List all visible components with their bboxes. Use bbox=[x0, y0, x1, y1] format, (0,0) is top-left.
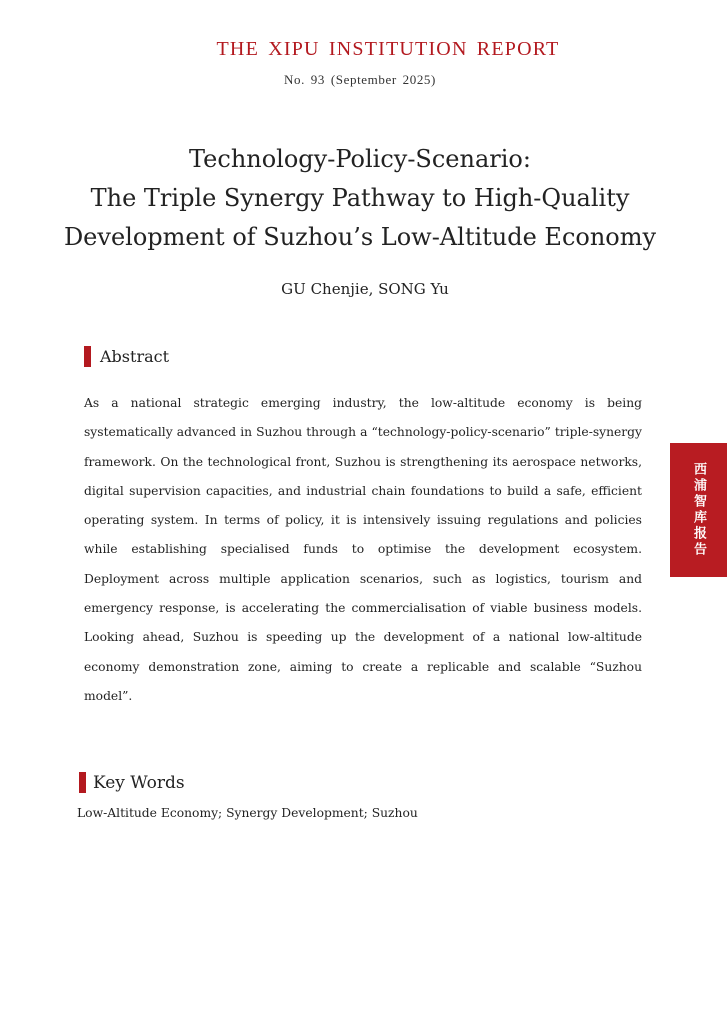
article-title bbox=[0, 140, 720, 257]
keywords-heading bbox=[79, 772, 185, 793]
keywords-heading-label: Key Words bbox=[93, 772, 185, 793]
abstract-heading-label: Abstract bbox=[100, 347, 170, 366]
side-tab bbox=[670, 443, 727, 577]
keywords-text: Low-Altitude Economy; Synergy Development; Suzhou bbox=[77, 806, 418, 820]
title-line-1: Technology-Policy-Scenario: bbox=[189, 145, 531, 173]
authors: GU Chenjie, SONG Yu bbox=[281, 280, 449, 298]
title-line-2: The Triple Synergy Pathway to High-Quality bbox=[90, 184, 630, 212]
side-tab-label: 西浦智库报告 bbox=[691, 462, 706, 558]
issue-number: No. 93 (September 2025) bbox=[284, 72, 436, 87]
section-marker bbox=[79, 772, 86, 793]
section-marker bbox=[84, 346, 91, 367]
report-title: THE XIPU INSTITUTION REPORT bbox=[216, 38, 560, 60]
abstract-heading bbox=[84, 346, 169, 367]
title-line-3: Development of Suzhou’s Low-Altitude Economy bbox=[63, 223, 657, 251]
abstract-text: As a national strategic emerging industry, the low-altitude economy is being systematically advanced in Suzhou through a “technology-policy-scenario” triple-synergy framework. On the technological front, Suzhou is strengthening its aerospace networks, digital supervision capacities, and industrial chain foundations to build a safe, efficient operating system. In terms of policy, it is intensively issuing regulations and policies while establishing specialised funds to optimise the development ecosystem. Deployment across multiple application scenarios, such as logistics, tourism and emergency response, is accelerating the commercialisation of viable business models. Looking ahead, Suzhou is speeding up the development of a national low-altitude economy demonstration zone, aiming to create a replicable and scalable “Suzhou model”. bbox=[84, 396, 642, 703]
